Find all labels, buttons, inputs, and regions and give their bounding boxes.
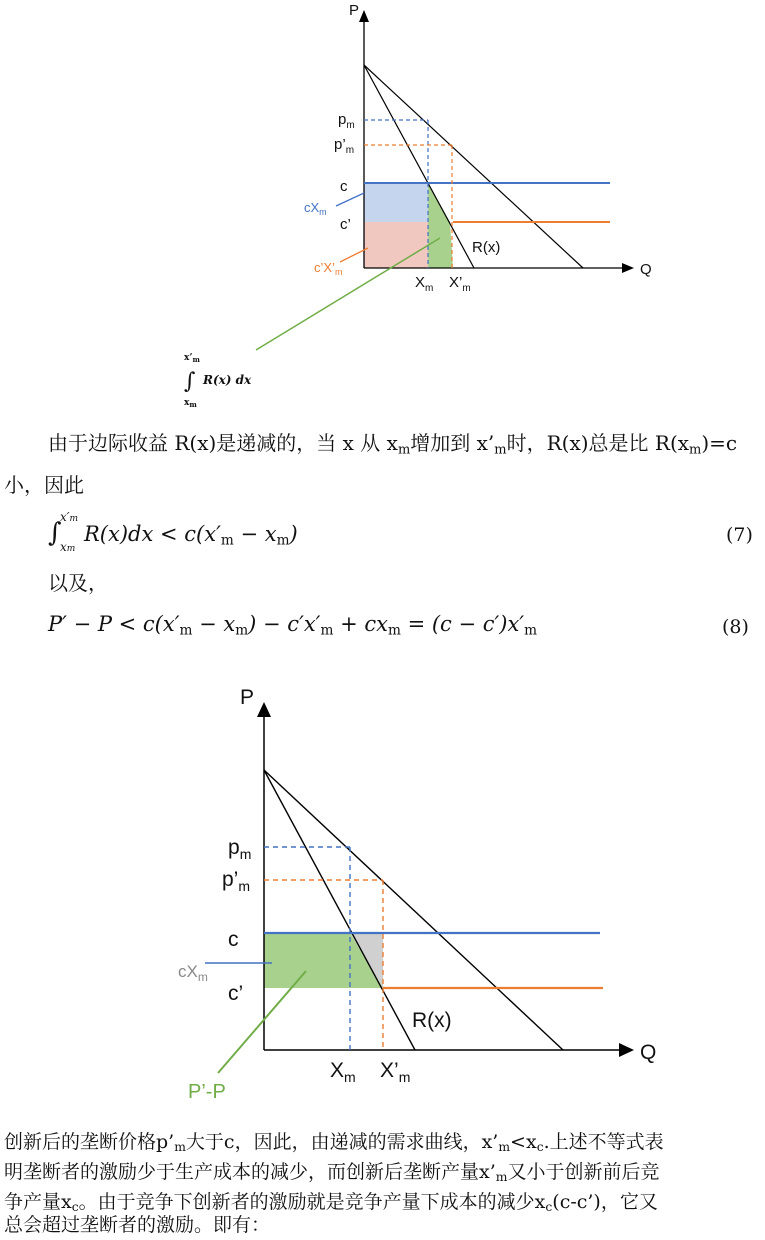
paragraph-2-line-4: 总会超过垄断者的激励。即有： — [4, 1214, 271, 1236]
svg-text:xm: $x_m$ — [184, 398, 197, 409]
equation-7-number: (7) — [726, 524, 753, 546]
green-integral-area — [428, 183, 453, 268]
demand-line — [264, 770, 563, 1050]
p-axis-label: P — [240, 686, 255, 709]
paragraph-2-line-1: 创新后的垄断价格$p’_m$大于c，因此，由递减的需求曲线，$x’_m<x_c$.上述不等式表 — [4, 1131, 664, 1155]
also-text: 以及， — [48, 571, 108, 595]
p-axis-arrow — [359, 10, 369, 22]
orange-area — [364, 222, 428, 268]
equation-8: $P' - P < c(x'_m - x_m) - c'x'_m + cx_m = (c - c')x'_m$ — [48, 612, 538, 639]
diff-label: P’-P — [188, 1081, 226, 1103]
rx-label: R(x) — [472, 239, 501, 256]
svg-text:∫: ∫ — [184, 369, 196, 394]
q-axis-arrow — [622, 263, 634, 273]
c-label: c — [340, 178, 348, 195]
paragraph-2-line-2: 明垄断者的激励少于生产成本的减少，而创新后垄断产量$x’_m$又小于创新前后竞 — [4, 1161, 660, 1185]
x-prime-m-label: $X’_m$ — [449, 274, 471, 294]
figure-2 — [0, 670, 765, 1110]
c-prime-xm-label: $c’X’_m$ — [314, 260, 343, 277]
figure-1 — [0, 0, 765, 420]
svg-text:x’m: $x’_m$ — [184, 353, 200, 364]
cxm-label: $cX_m$ — [304, 200, 327, 217]
integral-expression — [184, 353, 252, 409]
x-prime-m-label: $X’_m$ — [380, 1059, 411, 1085]
xm-label: $X_m$ — [330, 1059, 356, 1085]
paragraph-1-line-1: 由于边际收益 R(x)是递减的，当 x 从 $x_m$增加到 $x’_m$时，R(x)总是比 $R(x_m)=c$ — [48, 431, 738, 458]
pm-label: $p_m$ — [338, 111, 355, 131]
equation-7: ∫ x′m xm $R(x)dx < c(x'_m - x_m)$ — [48, 510, 298, 554]
q-axis-arrow — [619, 1043, 634, 1057]
xm-label: $X_m$ — [415, 274, 434, 294]
blue-area — [364, 183, 428, 222]
marginal-revenue-line — [264, 770, 415, 1050]
p-prime-m-label: $p’_m$ — [222, 868, 251, 894]
pm-label: $p_m$ — [228, 836, 252, 862]
paragraph-2-line-3: 争产量$x_c$。由于竞争下创新者的激励就是竞争产量下成本的减少$x_c(c-c’)$，它又 — [4, 1191, 658, 1215]
q-axis-label: Q — [640, 261, 652, 278]
q-axis-label: Q — [640, 1041, 657, 1064]
integral-pointer — [256, 238, 440, 350]
c-label: c — [228, 928, 239, 951]
p-axis-arrow — [257, 702, 271, 717]
c-prime-label: c’ — [228, 982, 244, 1005]
c-prime-label: c’ — [340, 216, 351, 233]
rx-label: R(x) — [412, 1009, 452, 1032]
svg-text:R(x) dx: R(x) dx — [203, 373, 252, 387]
cxm-label: $cX_m$ — [178, 962, 208, 984]
equation-8-number: (8) — [722, 616, 749, 638]
p-axis-label: P — [349, 2, 360, 19]
p-prime-m-label: $p’_m$ — [334, 136, 355, 156]
paragraph-1-line-2: 小，因此 — [4, 473, 84, 497]
